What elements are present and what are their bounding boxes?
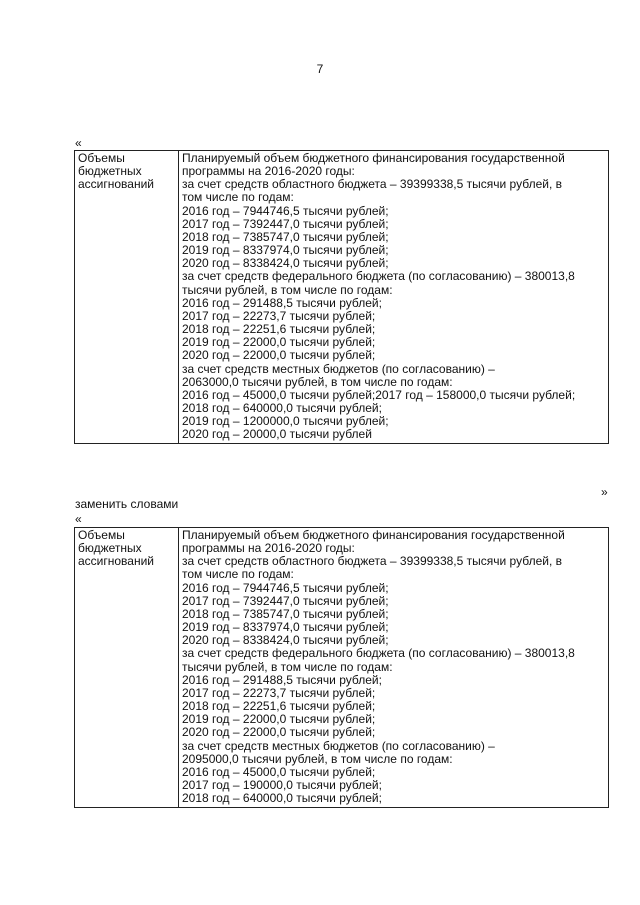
text-line: 2019 год – 1200000,0 тысячи рублей; [182, 414, 389, 429]
text-line: за счет средств федерального бюджета (по согласованию) – 380013,8 [182, 269, 575, 284]
label-line: бюджетных [78, 541, 142, 556]
text-line: тысячи рублей, в том числе по годам: [182, 282, 393, 297]
replace-phrase: заменить словами [75, 497, 179, 511]
text-line: 2016 год – 7944746,5 тысячи рублей; [182, 203, 389, 218]
text-line: 2018 год – 640000,0 тысячи рублей; [182, 400, 382, 415]
text-line: 2017 год – 190000,0 тысячи рублей; [182, 777, 382, 792]
text-line: 2019 год – 22000,0 тысячи рублей; [182, 335, 376, 350]
text-line: 2017 год – 22273,7 тысячи рублей; [182, 308, 376, 323]
text-line: за счет средств областного бюджета – 39399338,5 тысячи рублей, в [182, 554, 562, 569]
text-line: 2095000,0 тысячи рублей, в том числе по годам: [182, 751, 453, 766]
label-cell [75, 151, 179, 444]
text-line: 2020 год – 22000,0 тысячи рублей; [182, 348, 376, 363]
text-line: за счет средств федерального бюджета (по согласованию) – 380013,8 [182, 646, 575, 661]
label-line: бюджетных [78, 164, 142, 179]
label-line: Объемы [78, 528, 125, 542]
text-line: 2016 год – 45000,0 тысячи рублей; [182, 764, 376, 779]
text-line: тысячи рублей, в том числе по годам: [182, 659, 393, 674]
text-line: за счет средств местных бюджетов (по согласованию) – [182, 738, 495, 753]
text-line: 2020 год – 20000,0 тысячи рублей [182, 427, 372, 442]
budget-table-new [74, 527, 609, 808]
text-line: 2020 год – 8338424,0 тысячи рублей; [182, 633, 389, 648]
text-line: том числе по годам: [182, 190, 294, 205]
text-line: 2020 год – 8338424,0 тысячи рублей; [182, 256, 389, 271]
text-line: Планируемый объем бюджетного финансирования государственной [182, 528, 565, 542]
label-cell [75, 528, 179, 808]
label-line: ассигнований [78, 177, 155, 192]
page-number: 7 [316, 62, 324, 76]
text-line: 2016 год – 45000,0 тысячи рублей;2017 год – 158000,0 тысячи рублей; [182, 387, 576, 402]
text-line: 2016 год – 7944746,5 тысячи рублей; [182, 580, 389, 595]
text-line: 2018 год – 640000,0 тысячи рублей; [182, 791, 382, 806]
text-line: Планируемый объем бюджетного финансирования государственной [182, 151, 565, 165]
table-row [75, 151, 609, 444]
text-line: за счет средств местных бюджетов (по согласованию) – [182, 361, 495, 376]
close-quote: » [601, 485, 608, 499]
text-line: 2017 год – 22273,7 тысячи рублей; [182, 685, 376, 700]
text-line: 2018 год – 22251,6 тысячи рублей; [182, 322, 376, 337]
text-line: 2017 год – 7392447,0 тысячи рублей; [182, 216, 389, 231]
table-row [75, 528, 609, 808]
text-line: 2018 год – 7385747,0 тысячи рублей; [182, 606, 389, 621]
text-line: 2063000,0 тысячи рублей, в том числе по годам: [182, 374, 453, 389]
text-line: программы на 2016-2020 годы: [182, 541, 355, 556]
text-line: 2019 год – 8337974,0 тысячи рублей; [182, 243, 389, 258]
text-line: 2019 год – 8337974,0 тысячи рублей; [182, 620, 389, 635]
content-cell [179, 528, 609, 808]
open-quote: « [75, 512, 82, 526]
budget-table-old [74, 150, 609, 444]
text-line: за счет средств областного бюджета – 39399338,5 тысячи рублей, в [182, 177, 562, 192]
text-line: программы на 2016-2020 годы: [182, 164, 355, 179]
text-line: 2018 год – 7385747,0 тысячи рублей; [182, 229, 389, 244]
label-line: Объемы [78, 151, 125, 165]
text-line: том числе по годам: [182, 567, 294, 582]
content-cell [179, 151, 609, 444]
text-line: 2017 год – 7392447,0 тысячи рублей; [182, 593, 389, 608]
open-quote: « [75, 136, 82, 150]
label-line: ассигнований [78, 554, 155, 569]
text-line: 2016 год – 291488,5 тысячи рублей; [182, 295, 382, 310]
text-line: 2016 год – 291488,5 тысячи рублей; [182, 672, 382, 687]
text-line: 2019 год – 22000,0 тысячи рублей; [182, 712, 376, 727]
text-line: 2018 год – 22251,6 тысячи рублей; [182, 699, 376, 714]
text-line: 2020 год – 22000,0 тысячи рублей; [182, 725, 376, 740]
